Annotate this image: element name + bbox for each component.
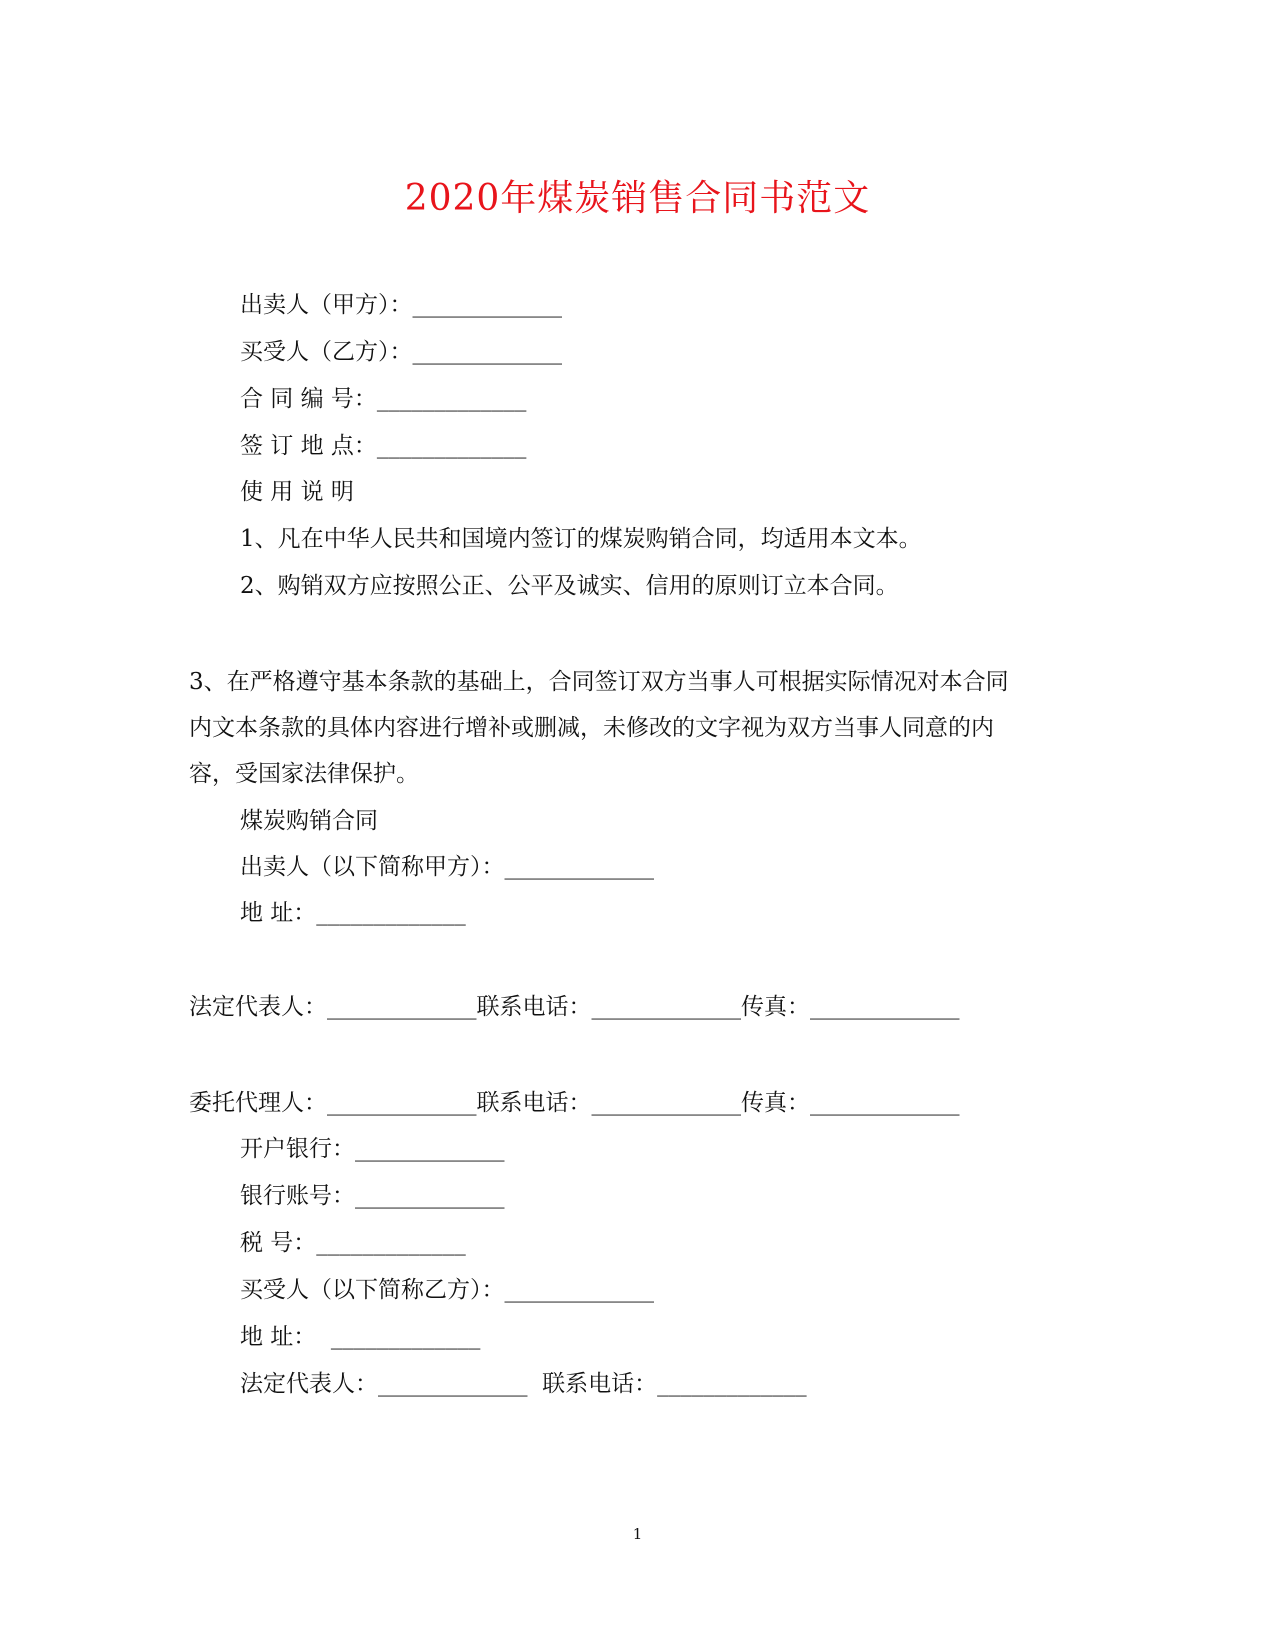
instruction-item-3-line-2: 内文本条款的具体内容进行增补或删减，未修改的文字视为双方当事人同意的内 xyxy=(189,715,994,741)
instruction-item-1: 1、凡在中华人民共和国境内签订的煤炭购销合同，均适用本文本。 xyxy=(240,526,922,552)
instruction-item-3-line-1: 3、在严格遵守基本条款的基础上，合同签订双方当事人可根据实际情况对本合同 xyxy=(189,669,1009,695)
buyer-address-line: 地 址： _____________ xyxy=(240,1324,481,1350)
usage-instructions-heading: 使 用 说 明 xyxy=(240,479,354,505)
signing-place-line: 签 订 地 点：_____________ xyxy=(240,433,527,459)
instruction-item-3-line-3: 容，受国家法律保护。 xyxy=(189,761,419,787)
page-number: 1 xyxy=(632,1525,643,1543)
contract-number-line: 合 同 编 号：_____________ xyxy=(240,386,527,412)
seller-legal-rep-line: 法定代表人：_____________联系电话：_____________传真：_____________ xyxy=(189,994,960,1020)
bank-name-line: 开户银行：_____________ xyxy=(240,1136,505,1162)
tax-number-line: 税 号：_____________ xyxy=(240,1230,466,1256)
document-title: 2020年煤炭销售合同书范文 xyxy=(404,178,871,219)
seller-agent-line: 委托代理人：_____________联系电话：_____________传真：_____________ xyxy=(189,1090,960,1116)
buyer-abbrev-line: 买受人（以下简称乙方）：_____________ xyxy=(240,1277,654,1303)
seller-party-line: 出卖人（甲方）：_____________ xyxy=(240,292,562,318)
instruction-item-2: 2、购销双方应按照公正、公平及诚实、信用的原则订立本合同。 xyxy=(240,573,899,599)
contract-heading: 煤炭购销合同 xyxy=(240,808,378,834)
bank-account-line: 银行账号：_____________ xyxy=(240,1183,505,1209)
buyer-party-line: 买受人（乙方）：_____________ xyxy=(240,339,562,365)
buyer-legal-rep-line: 法定代表人：_____________ 联系电话：_____________ xyxy=(240,1371,807,1397)
seller-abbrev-line: 出卖人（以下简称甲方）：_____________ xyxy=(240,854,654,880)
seller-address-line: 地 址：_____________ xyxy=(240,900,466,926)
